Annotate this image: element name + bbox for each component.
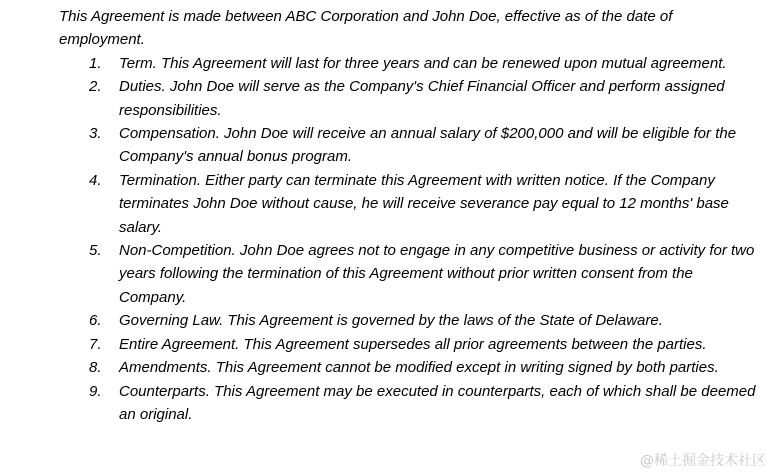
clause-number: 8. bbox=[89, 359, 102, 377]
clause-text: Governing Law. This Agreement is governed by the laws of the State of Delaware. bbox=[119, 312, 663, 330]
clause-duties bbox=[59, 75, 759, 122]
clause-non-competition bbox=[59, 239, 759, 309]
clause-number: 5. bbox=[89, 242, 102, 260]
clause-text: Amendments. This Agreement cannot be modified except in writing signed by both parties. bbox=[119, 359, 719, 377]
clause-text: Compensation. John Doe will receive an annual salary of $200,000 and will be eligible for the Company's annual bonus program. bbox=[119, 125, 737, 166]
clause-number: 2. bbox=[89, 78, 102, 96]
clause-number: 4. bbox=[89, 171, 102, 189]
clause-compensation bbox=[59, 122, 759, 169]
clause-text: Termination. Either party can terminate this Agreement with written notice. If the Company terminates John Doe without cause, he will receive severance pay equal to 12 months' base salary. bbox=[119, 171, 729, 236]
clause-number: 6. bbox=[89, 312, 102, 330]
site-watermark: @稀土掘金技术社区 bbox=[640, 453, 766, 469]
clause-text: Entire Agreement. This Agreement supersedes all prior agreements between the parties. bbox=[119, 335, 707, 353]
clause-term bbox=[59, 52, 759, 75]
agreement-intro: This Agreement is made between ABC Corporation and John Doe, effective as of the date of employment. bbox=[59, 8, 673, 49]
clause-amendments bbox=[59, 356, 759, 379]
clause-text: Term. This Agreement will last for three years and can be renewed upon mutual agreement. bbox=[119, 54, 727, 72]
clause-text: Non-Competition. John Doe agrees not to engage in any competitive business or activity for two years following the termination of this Agreement without prior written consent from the Company. bbox=[119, 242, 755, 306]
clause-number: 7. bbox=[89, 335, 102, 353]
clause-governing-law bbox=[59, 309, 759, 332]
clause-number: 3. bbox=[89, 125, 102, 143]
clause-entire-agreement bbox=[59, 333, 759, 356]
clause-counterparts bbox=[59, 380, 759, 427]
clause-list bbox=[59, 52, 759, 427]
clause-number: 9. bbox=[89, 382, 102, 400]
clause-termination bbox=[59, 169, 759, 239]
clause-number: 1. bbox=[89, 54, 102, 72]
agreement-document bbox=[59, 5, 759, 426]
clause-text: Counterparts. This Agreement may be executed in counterparts, each of which shall be deemed an original. bbox=[119, 382, 756, 423]
clause-text: Duties. John Doe will serve as the Company's Chief Financial Officer and perform assigned responsibilities. bbox=[119, 78, 725, 119]
